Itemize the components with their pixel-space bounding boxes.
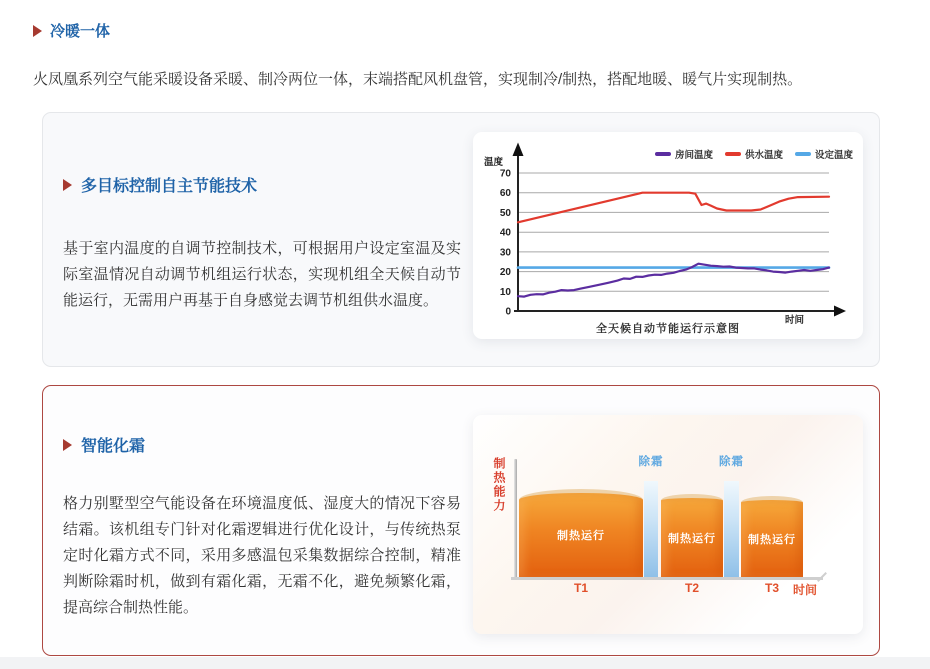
- chart-legend: [655, 147, 853, 161]
- defrost-label: 除霜: [719, 456, 744, 468]
- x-axis-label: 时间: [785, 315, 805, 326]
- svg-text:30: 30: [499, 247, 511, 259]
- svg-text:20: 20: [499, 267, 511, 279]
- line-chart-canvas: [473, 132, 863, 339]
- card-title: 智能化霜: [81, 438, 146, 455]
- svg-text:40: 40: [499, 227, 511, 239]
- heating-run-bar: [741, 496, 803, 577]
- card-title-row: [63, 173, 257, 196]
- legend-swatch-icon: [655, 152, 671, 156]
- x-axis-line: [511, 577, 823, 580]
- legend-entry: [655, 147, 713, 161]
- legend-entry: [725, 147, 783, 161]
- feature-card-smart-defrost: [42, 385, 880, 656]
- triangle-marker-icon: [63, 179, 72, 191]
- svg-text:60: 60: [499, 188, 511, 200]
- x-axis-label: 时间: [793, 583, 818, 597]
- bar-chart-canvas: [473, 415, 863, 634]
- svg-text:70: 70: [499, 168, 511, 180]
- section-intro-text: 火凤凰系列空气能采暖设备采暖、制冷两位一体，末端搭配风机盘管，实现制冷/制热，搭配地暖、暖气片实现制热。: [33, 71, 803, 88]
- triangle-marker-icon: [33, 25, 42, 37]
- feature-card-energy-saving: [42, 112, 880, 367]
- defrost-column: [724, 481, 739, 577]
- legend-entry: [795, 147, 853, 161]
- bar-label: 制热运行: [668, 532, 716, 545]
- card-title: 多目标控制自主节能技术: [81, 178, 258, 195]
- bar-label: 制热运行: [557, 530, 605, 542]
- legend-swatch-icon: [725, 152, 741, 156]
- defrost-bar-chart: [473, 415, 863, 634]
- svg-text:10: 10: [499, 286, 511, 298]
- heating-run-bar: [519, 489, 643, 577]
- svg-text:50: 50: [499, 207, 511, 219]
- legend-swatch-icon: [795, 152, 811, 156]
- y-axis-label: 温度: [484, 157, 504, 168]
- heating-run-bar: [661, 494, 723, 577]
- section-title: 冷暖一体: [50, 23, 111, 40]
- x-tick-label: T1: [573, 581, 588, 595]
- section-header: [33, 20, 110, 41]
- y-axis-label: 制热能力: [492, 457, 506, 513]
- card-body-text: 格力别墅型空气能设备在环境温度低、湿度大的情况下容易结霜。该机组专门针对化霜逻辑进行优化设计，与传统热泵定时化霜方式不同，采用多感温包采集数据综合控制，精准判断除霜时机，做到有霜化霜，无霜不化，避免频繁化霜，提高综合制热性能。: [63, 495, 461, 616]
- defrost-label: 除霜: [638, 456, 664, 468]
- x-tick-label: T2: [684, 581, 699, 595]
- svg-text:0: 0: [505, 306, 511, 318]
- y-axis-line: [514, 459, 517, 579]
- defrost-column: [644, 481, 658, 577]
- next-section-band: [0, 657, 930, 669]
- bar-label: 制热运行: [748, 533, 796, 546]
- x-tick-label: T3: [764, 581, 779, 595]
- legend-label: 供水温度: [744, 150, 783, 161]
- card-body-text: 基于室内温度的自调节控制技术，可根据用户设定室温及实际室温情况自动调节机组运行状态，实现机组全天候自动节能运行，无需用户再基于自身感觉去调节机组供水温度。: [63, 240, 461, 309]
- triangle-marker-icon: [63, 439, 72, 451]
- chart-caption: 全天候自动节能运行示意图: [596, 323, 740, 335]
- temperature-line-chart: [473, 132, 863, 339]
- card-title-row: [63, 433, 145, 456]
- legend-label: 设定温度: [814, 150, 853, 161]
- legend-label: 房间温度: [674, 150, 713, 161]
